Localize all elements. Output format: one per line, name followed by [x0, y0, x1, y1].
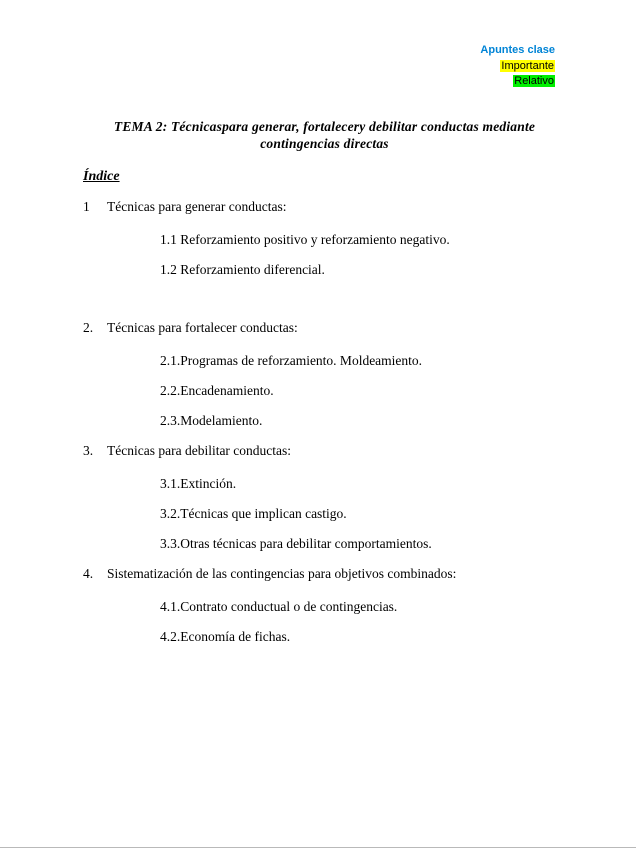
tag-relativo: Relativo	[514, 75, 554, 87]
section-number: 4.	[83, 566, 94, 581]
index-heading-row	[83, 168, 566, 184]
section-1	[83, 199, 566, 277]
index-item: 2.2.Encadenamiento.	[160, 383, 274, 398]
index-item: 3.1.Extinción.	[160, 476, 237, 491]
section-title	[83, 320, 566, 335]
tag-line	[480, 43, 555, 59]
document-title	[83, 118, 566, 152]
index-item: 3.3.Otras técnicas para debilitar comportamientos.	[160, 536, 432, 551]
section-3	[83, 443, 566, 551]
section-title	[83, 566, 566, 581]
tag-apuntes-clase: Apuntes clase	[480, 44, 555, 56]
tag-importante: Importante	[501, 59, 554, 72]
section-title-text: Técnicas para debilitar conductas:	[107, 443, 292, 458]
section-title-text: Técnicas para fortalecer conductas:	[107, 320, 298, 335]
index-item: 1.2 Reforzamiento diferencial.	[160, 262, 325, 277]
index-item: 2.1.Programas de reforzamiento. Moldeamiento.	[160, 353, 423, 368]
section-number: 3.	[83, 443, 94, 458]
section-4	[83, 566, 566, 644]
tag-line	[480, 59, 555, 75]
section-2	[83, 320, 566, 428]
index-item: 4.2.Economía de fichas.	[160, 629, 291, 644]
index-heading: Índice	[83, 169, 120, 184]
section-title-text: Sistematización de las contingencias para objetivos combinados:	[107, 566, 457, 581]
index-item: 4.1.Contrato conductual o de contingencias.	[160, 599, 398, 614]
index-item: 1.1 Reforzamiento positivo y reforzamiento negativo.	[160, 232, 450, 247]
section-title	[83, 443, 566, 458]
index-item: 2.3.Modelamiento.	[160, 413, 263, 428]
section-title-text: Técnicas para generar conductas:	[107, 199, 287, 214]
section-number: 2.	[83, 320, 94, 335]
header-tags	[480, 43, 555, 90]
document-content	[0, 118, 636, 644]
section-title	[83, 199, 566, 214]
index-item: 3.2.Técnicas que implican castigo.	[160, 506, 347, 521]
title-line-2: contingencias directas	[260, 136, 389, 151]
title-line-1: TEMA 2: Técnicaspara generar, fortalecery debilitar conductas mediante	[113, 119, 536, 134]
tag-line	[480, 74, 555, 90]
section-number: 1	[83, 199, 90, 214]
